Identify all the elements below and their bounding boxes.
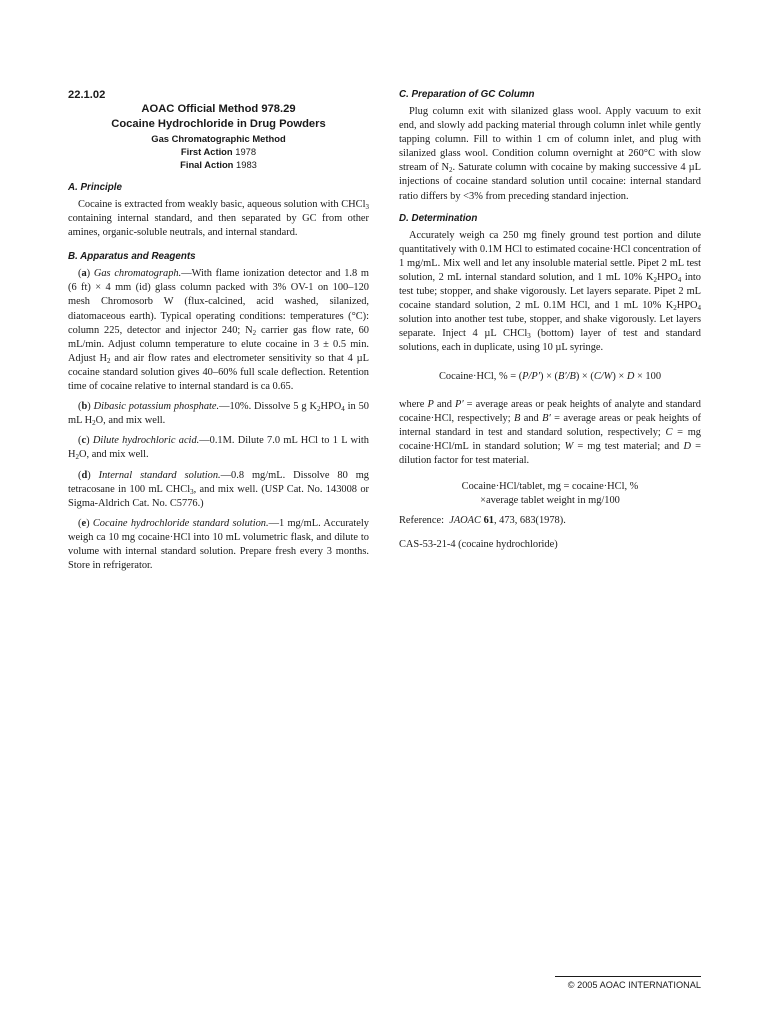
eq1-part-i: × 100: [634, 370, 662, 382]
item-b-sub-2: 4: [341, 405, 345, 414]
reagent-item-a: (a) Gas chromatograph.—With flame ionization detector and 1.8 m (6 ft) × 4 mm (id) glass column packed with 3% OV-1 on 100–120 mesh Chromosorb W (flux-calcined, acid washed, silanized, diatomaceous earth). Typical operating conditions: temperatures (°C): column 225, detector and injector 240; $N_2$ carrier gas flow rate, 60 mL/min. Adjust column temperature to elute cocaine in 3 ± 0.5 min. Adjust $H_2$ and air flow rates and electrometer sensitivity so that 4 µL cocaine standard solution gives 40–60% full scale deflection. Retention time of cocaine relative to internal standard is ca 0.65.: [68, 268, 369, 393]
det-text-3: into test tube; stopper, and shake vigorously. Let layers separate. Pipet 2 mL cocaine standard solution, 2 mL 0.1M HCl, and 1 mL 10% K: [399, 271, 701, 312]
eq1-part-b: P/P′: [522, 370, 541, 382]
item-b-sub-1: 2: [316, 405, 321, 414]
reference: [399, 514, 701, 528]
eq1-part-e: ) × (: [575, 370, 594, 382]
final-action-label: Final Action: [180, 159, 234, 170]
item-a-sub-2: 2: [107, 356, 111, 365]
item-b-text-1: —10%. Dissolve 5 g K: [219, 401, 317, 413]
def-15: = dilution factor for test material.: [399, 440, 701, 466]
item-b-text-3: in 50 mL H: [68, 401, 369, 427]
item-b-text-4: O, and mix well.: [95, 415, 166, 427]
reference-volume: 61: [483, 515, 494, 527]
det-sub-5: 3: [527, 332, 531, 341]
item-a-text-3: and air flow rates and electrometer sensitivity so that 4 µL cocaine standard solution gives 40–60% full scale deflection. Retention time of cocaine relative to internal standard is ca 0.65.: [68, 352, 369, 393]
section-number: 22.1.02: [68, 89, 106, 101]
det-sub-4: 4: [697, 304, 701, 313]
first-action-label: First Action: [180, 146, 233, 157]
def-8: B′: [542, 412, 551, 424]
equation-tablet-line-2: ×average tablet weight in mg/100: [480, 495, 620, 507]
def-1: where: [399, 398, 428, 410]
def-10: C: [665, 426, 673, 438]
det-text-5: solution into another test tube, stopper, and shake vigorously. Let layers separate. Inject 4 µL CHCl: [399, 314, 701, 340]
det-text-1: Accurately weigh ca 250 mg finely ground test portion and dilute quantitatively with 0.1M HCl to estimated cocaine·HCl concentration of 1 mg/mL. Mix well and let any insoluble material settle. Pipet 2 mL test solution, 2 mL internal standard solution, and 1 mL 10% K: [399, 229, 701, 283]
footer-copyright: © 2005 AOAC INTERNATIONAL: [567, 980, 701, 990]
item-d-text-2: , and mix well. (USP Cat. No. 143008 or Sigma-Aldrich Cat. No. C5776.): [68, 483, 369, 509]
reagent-item-e: (e) Cocaine hydrochloride standard solution.—1 mg/mL. Accurately weigh ca 10 mg cocaine·HCl into 10 mL volumetric flask, and dilute to volume with internal standard solution. Prepare fresh every 3 months. Store in refrigerator.: [68, 517, 369, 572]
item-d-sub-1: 3: [190, 487, 194, 496]
def-11: = mg cocaine·HCl/mL in standard solution;: [399, 426, 701, 452]
item-a-sub-1: 2: [252, 328, 257, 337]
def-3: and: [433, 398, 455, 410]
item-c-sub-1: 2: [75, 453, 80, 462]
section-a-heading: A. Principle: [68, 182, 122, 193]
det-sub-1: 2: [653, 275, 657, 284]
equation-percent: [399, 370, 701, 384]
determination-paragraph: [399, 229, 701, 356]
column-prep-sub-1: 2: [448, 166, 453, 175]
section-d-heading: D. Determination: [399, 212, 478, 224]
def-14: D: [683, 440, 691, 452]
item-b-text-2: HPO: [320, 401, 342, 413]
det-text-4: HPO: [676, 300, 698, 312]
eq1-part-f: C/W: [593, 370, 613, 382]
def-2: P: [427, 398, 434, 410]
eq1-part-c: ) × (: [540, 370, 559, 382]
method-title: AOAC Official Method 978.29: [141, 103, 296, 115]
item-c-tag: c: [81, 435, 87, 447]
item-b-name: Dibasic potassium phosphate.: [93, 401, 220, 413]
item-e-tag: e: [81, 517, 87, 529]
method-subtitle: Cocaine Hydrochloride in Drug Powders: [111, 118, 326, 130]
det-text-6: (bottom) layer of test and standard solutions, each in duplicate, using 10 µL syringe.: [399, 328, 701, 354]
item-a-text-1: —With flame ionization detector and 1.8 m (6 ft) × 4 mm (id) glass column packed with 3% OV-1 on 100–120 mesh Chromosorb W (flux-calcined, acid washed, silanized, diatomaceous earth). Typical operating conditions: temperatures (°C): column 225, detector and injector 240; N: [68, 268, 369, 336]
footer-rule: [555, 976, 701, 977]
item-c-text-1: —0.1M. Dilute 7.0 mL HCl to 1 L with H: [68, 435, 369, 461]
def-7: and: [520, 412, 543, 424]
section-b-heading: B. Apparatus and Reagents: [68, 251, 196, 263]
item-d-tag: d: [81, 469, 88, 481]
reagent-item-d: (d) Internal standard solution.—0.8 mg/mL. Dissolve 80 mg tetracosane in 100 mL CHCl$_3$, and mix well. (USP Cat. No. 143008 or Sigma-Aldrich Cat. No. C5776.): [68, 469, 370, 509]
def-5: = average areas or peak heights of analyte and standard cocaine·HCl, respectively;: [399, 398, 701, 424]
item-a-name: Gas chromatograph.: [93, 268, 182, 280]
reagent-item-c: (c) Dilute hydrochloric acid.—0.1M. Dilute 7.0 mL HCl to 1 L with $H_2O$, and mix well.: [68, 435, 369, 462]
column-prep-text-2: . Saturate column with cocaine by making successive 4 µL injections of cocaine standard solution until cocaine: internal standard ratio differs by <3% from preceding standard injection.: [399, 162, 701, 202]
def-9: = average areas or peak heights of internal standard in test and standard solution, respectively;: [399, 412, 702, 438]
left-column: [68, 88, 369, 573]
item-e-name: Cocaine hydrochloride standard solution.: [92, 517, 269, 529]
det-sub-2: 4: [677, 275, 682, 284]
det-sub-3: 2: [673, 304, 677, 313]
equation-tablet-line-1: Cocaine·HCl/tablet, mg = cocaine·HCl, %: [461, 481, 639, 493]
def-13: = mg test material; and: [573, 440, 684, 452]
def-6: B: [513, 412, 521, 424]
variable-definitions: [399, 398, 701, 468]
det-text-2: HPO: [657, 271, 678, 283]
item-a-text-2: carrier gas flow rate, 60 mL/min. Adjust column temperature to elute cocaine in 3 ± 0.5 min. Adjust H: [68, 324, 369, 364]
eq1-part-a: Cocaine·HCl, % = (: [438, 370, 523, 382]
def-12: W: [564, 440, 574, 452]
first-action-year: 1978: [235, 146, 257, 157]
final-action: [68, 158, 369, 171]
item-d-text-1: —0.8 mg/mL. Dissolve 80 mg tetracosane in 100 mL CHCl: [68, 469, 370, 495]
first-action: [68, 145, 369, 158]
principle-sub: 3: [365, 203, 369, 211]
right-column: [399, 88, 701, 552]
eq1-part-d: B′/B: [558, 370, 576, 382]
section-c-heading: C. Preparation of GC Column: [399, 89, 535, 100]
item-c-name: Dilute hydrochloric acid.: [92, 435, 200, 447]
item-a-tag: a: [81, 268, 87, 280]
reference-journal: JAOAC: [449, 515, 481, 527]
item-c-text-2: O, and mix well.: [79, 449, 149, 461]
reference-pages: , 473, 683(1978).: [493, 515, 566, 527]
def-4: P′: [454, 398, 464, 410]
reference-label: Reference:: [399, 515, 444, 527]
eq1-part-h: D: [626, 370, 635, 382]
column-prep-paragraph: [399, 105, 701, 204]
item-b-tag: b: [81, 401, 88, 413]
item-e-text-1: —1 mg/mL. Accurately weigh ca 10 mg cocaine·HCl into 10 mL volumetric flask, and dilute to volume with internal standard solution. Prepare fresh every 3 months. Store in refrigerator.: [68, 517, 369, 572]
principle-text-1: Cocaine is extracted from weakly basic, aqueous solution with CHCl: [78, 199, 366, 210]
column-prep-text-1: Plug column exit with silanized glass wool. Apply vacuum to exit end, and slowly add packing material through column inlet while gently tapping column. Fill to within 1 cm of column inlet, and plug with silanized glass wool. Condition column overnight at 260°C with slow stream of N: [399, 106, 701, 174]
cas-number: CAS-53-21-4 (cocaine hydrochloride): [399, 539, 558, 551]
reagent-item-b: (b) Dibasic potassium phosphate.—10%. Dissolve 5 g $K_2HPO_4$ in 50 mL $H_2O$, and mix well.: [68, 401, 369, 428]
principle-text-2: containing internal standard, and then separated by GC from other amines, organic-soluble neutrals, and internal standard.: [68, 213, 369, 239]
final-action-year: 1983: [236, 159, 257, 170]
principle-paragraph: [68, 198, 369, 240]
item-d-name: Internal standard solution.: [98, 469, 221, 481]
item-b-sub-3: 2: [92, 419, 96, 428]
method-type: Gas Chromatographic Method: [151, 133, 286, 144]
eq1-part-g: ) ×: [612, 370, 627, 382]
